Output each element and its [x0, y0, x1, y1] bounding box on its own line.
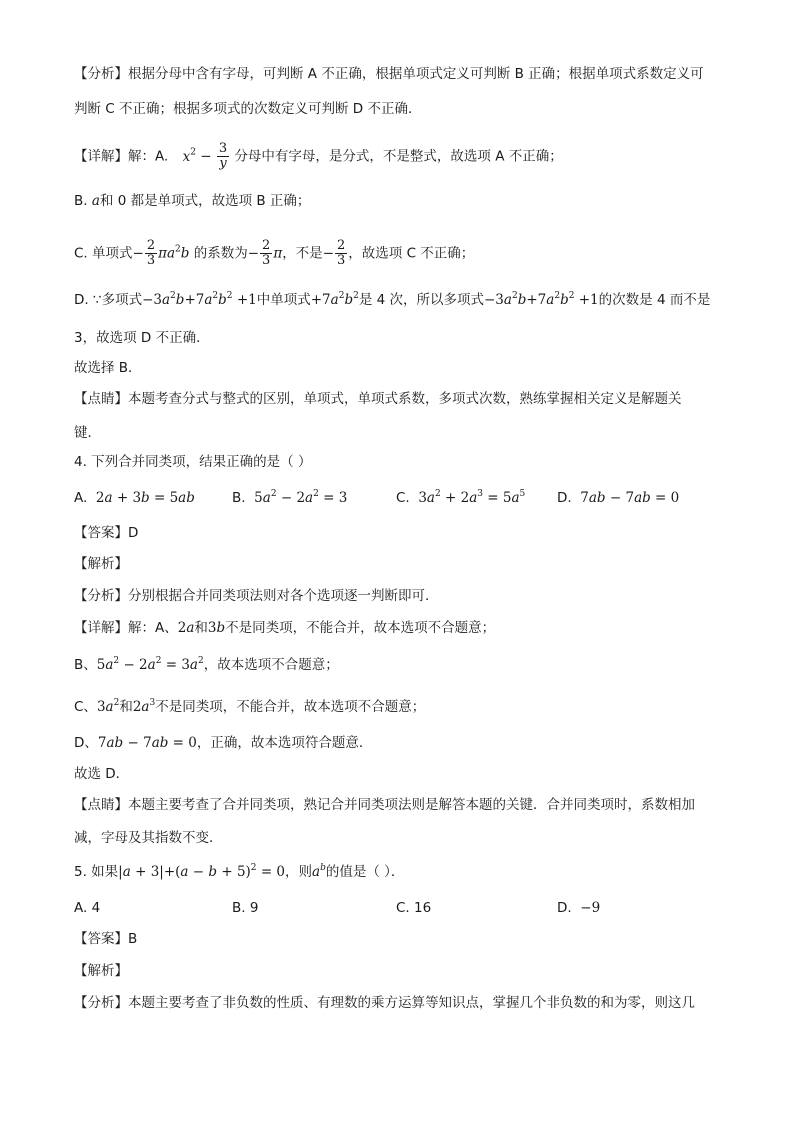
- detail-line-d: D. ∵多项式$-3a^2b+7a^2b^2 +1$中单项式$+7a^2b^2$是 4 次，所以多项式$-3a^2b+7a^2b^2 +1$的次数是 4 而不是: [74, 291, 711, 308]
- solution-5-heading: 【解析】: [74, 963, 128, 979]
- comment-line-2: 键．: [74, 425, 101, 441]
- answer-5: 【答案】B: [74, 931, 138, 947]
- q5-option-d: D. −9: [557, 900, 601, 916]
- q4-option-c: C. $3a^2 + 2a^3 = 5a^5$: [396, 489, 526, 506]
- q4-option-d: D. 7ab − 7ab = 0: [557, 490, 680, 506]
- solution-4-heading: 【解析】: [74, 556, 128, 572]
- comment-4-line-1: 【点睛】本题主要考查了合并同类项，熟记合并同类项法则是解答本题的关键．合并同类项时，系数相加: [74, 797, 695, 813]
- q5-option-c: C. 16: [396, 900, 432, 916]
- q5-option-a: A. 4: [74, 900, 101, 916]
- comment-line-1: 【点睛】本题考查分式与整式的区别，单项式，单项式系数，多项式次数，熟练掌握相关定义是解题关: [74, 391, 682, 407]
- analysis-5: 【分析】本题主要考查了非负数的性质、有理数的乘方运算等知识点，掌握几个非负数的和为零，则这几: [74, 995, 695, 1011]
- detail-4-c: C、$3a^2$和$2a^3$不是同类项，不能合并，故本选项不合题意；: [74, 698, 426, 715]
- conclusion-4: 故选 D．: [74, 766, 130, 782]
- detail-line-b: B. a和 0 都是单项式，故选项 B 正确；: [74, 193, 311, 209]
- analysis-line-1: 【分析】根据分母中含有字母，可判断 A 不正确，根据单项式定义可判断 B 正确；根据单项式系数定义可: [74, 66, 704, 82]
- detail-line-e: 3，故选项 D 不正确．: [74, 330, 210, 346]
- analysis-4: 【分析】分别根据合并同类项法则对各个选项逐一判断即可．: [74, 588, 439, 604]
- detail-4-a: 【详解】解：A、2a和3b不是同类项，不能合并，故本选项不合题意；: [74, 620, 496, 636]
- detail-4-b: B、$5a^2 - 2a^2 = 3a^2$，故本选项不合题意；: [74, 656, 339, 673]
- question-5: 5. 如果$|a + 3|+(a - b + 5)^2 = 0$，则$a^b$的值是（ ）．: [74, 863, 405, 880]
- q4-option-a: A. 2a + 3b = 5ab: [74, 490, 195, 506]
- conclusion-line: 故选择 B．: [74, 360, 142, 376]
- answer-4: 【答案】D: [74, 525, 139, 541]
- analysis-line-2: 判断 C 不正确；根据多项式的次数定义可判断 D 不正确．: [74, 101, 422, 117]
- detail-line-c: C. 单项式− $\frac{2}{3}$ $\pi a^2b$ 的系数为− $\frac{2}{3}$ π，不是− $\frac{2}{3}$ ，故选项 C 不正确；: [74, 238, 475, 268]
- question-4: 4. 下列合并同类项，结果正确的是（ ）: [74, 454, 312, 470]
- detail-line-a: 【详解】解：A. $x^2$ − $\frac{3}{y}$ 分母中有字母，是分式，不是整式，故选项 A 不正确；: [74, 141, 563, 171]
- detail-4-d: D、7ab − 7ab = 0，正确，故本选项符合题意．: [74, 735, 373, 751]
- q4-option-b: B. $5a^2 - 2a^2 = 3$: [232, 489, 348, 506]
- q5-option-b: B. 9: [232, 900, 259, 916]
- comment-4-line-2: 减，字母及其指数不变．: [74, 830, 223, 846]
